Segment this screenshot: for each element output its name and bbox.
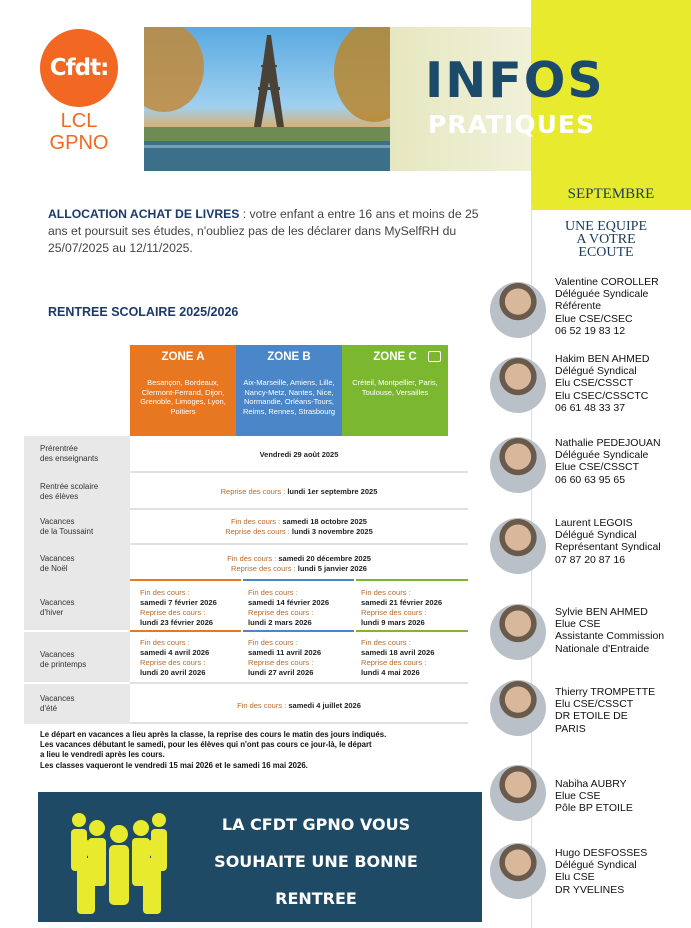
note-line: Le départ en vacances a lieu après la classe, la reprise des cours le matin des jours indiqués. [40, 730, 387, 739]
reprise-date: lundi 27 avril 2026 [248, 668, 314, 677]
fin-date: samedi 7 février 2026 [140, 598, 217, 607]
reprise-prefix: Reprise des cours : [361, 658, 427, 667]
note-line: Les vacances débutant le samedi, pour les élèves qui n'ont pas cours ce jour-là, le départ [40, 740, 372, 750]
eiffel-tower-photo [144, 27, 390, 171]
footer-line-2: SOUHAITE UNE BONNE [214, 852, 418, 871]
row-label-line: de Noël [40, 564, 68, 573]
fin-date: samedi 4 avril 2026 [140, 648, 210, 657]
row-label-line: Vacances [40, 650, 75, 659]
divider [130, 471, 468, 473]
row-label-prerentree [24, 444, 130, 464]
member-detail: DR YVELINES [555, 883, 625, 896]
member-info [555, 276, 659, 337]
divider-zone-a [130, 579, 241, 581]
member-detail: Représentant Syndical [555, 541, 661, 554]
fin-prefix: Fin des cours : [361, 638, 411, 647]
row-label-line: Vacances [40, 694, 75, 703]
member-name: Sylvie BEN AHMED [555, 606, 648, 618]
row-label-line: de la Toussaint [40, 527, 94, 536]
row-label-line: d'été [40, 704, 58, 713]
printemps-zone-a [130, 638, 240, 678]
member-detail: Elu CSE/CSSCT [555, 698, 634, 711]
member-info [555, 606, 664, 655]
zone-c-header: ZONE C [342, 345, 448, 370]
member-detail: 06 60 63 95 65 [555, 473, 626, 486]
fin-prefix: Fin des cours : [248, 638, 298, 647]
reprise-date: lundi 5 janvier 2026 [297, 564, 367, 573]
zone-b-cities: Aix-Marseille, Amiens, Lille, Nancy-Metz, Nantes, Nice, Normandie, Orléans-Tours, Reims, Rennes, Strasbourg [236, 370, 342, 436]
divider [130, 722, 468, 724]
month-label: SEPTEMBRE [567, 186, 655, 202]
row-label-line: Rentrée scolaire [40, 482, 99, 491]
fin-date: samedi 18 avril 2026 [361, 648, 435, 657]
row-label-noel [24, 554, 130, 574]
row-text-ete [130, 701, 468, 711]
divider [130, 543, 468, 545]
zone-b-header: ZONE B [236, 345, 342, 370]
note-line: Les classes vaqueront le vendredi 15 mai 2026 et le samedi 16 mai 2026. [40, 760, 308, 770]
reprise-date: lundi 3 novembre 2025 [291, 527, 373, 536]
reprise-date: lundi 4 mai 2026 [361, 668, 420, 677]
row-label-line: Vacances [40, 598, 75, 607]
member-info [555, 778, 633, 815]
member-detail: Elue CSE [555, 618, 601, 631]
reprise-prefix: Reprise des cours : [140, 608, 206, 617]
member-name: Laurent LEGOIS [555, 517, 633, 529]
note-line: a lieu le vendredi après les cours. [40, 750, 165, 760]
zone-c-cities: Créteil, Montpellier, Paris, Toulouse, Versailles [342, 370, 448, 436]
member-detail: Elue CSE/CSSCT [555, 461, 640, 474]
member-detail: Elu CSE/CSSCT [555, 377, 634, 390]
row-label-line: des enseignants [40, 454, 99, 463]
team-title-line-1: UNE EQUIPE [564, 219, 648, 234]
member-info [555, 847, 647, 896]
member-detail: Elu CSE [555, 871, 595, 884]
team-title-line-3: ECOUTE [578, 245, 634, 260]
member-detail: Elu CSEC/CSSCTC [555, 389, 649, 402]
fin-date: samedi 20 décembre 2025 [278, 554, 371, 563]
reprise-date: lundi 9 mars 2026 [361, 618, 425, 627]
team-title-line-2: A VOTRE [576, 232, 636, 247]
member-detail: Pôle BP ETOILE [555, 802, 633, 815]
row-label-line: Prérentrée [40, 444, 78, 453]
zone-a-header: ZONE A [130, 345, 236, 370]
row-label-line: Vacances [40, 517, 75, 526]
avatar [490, 282, 546, 338]
expand-icon[interactable] [428, 351, 441, 362]
printemps-zone-b [238, 638, 348, 678]
reprise-date: lundi 20 avril 2026 [140, 668, 206, 677]
fin-date: samedi 14 février 2026 [248, 598, 330, 607]
member-name: Valentine COROLLER [555, 276, 659, 288]
member-detail: Délégué Syndical [555, 529, 637, 542]
allocation-title: ALLOCATION ACHAT DE LIVRES [48, 207, 240, 221]
row-label-line: Vacances [40, 554, 75, 563]
allocation-text: : votre enfant a entre 16 ans et moins de 25 ans et poursuit ses études, n'oubliez pas de les déclarer dans MySelfRH du 25/07/2025 au 12/11/2025. [48, 207, 479, 255]
org-line-2: GPNO [49, 132, 109, 154]
row-text-toussaint [130, 517, 468, 537]
member-detail: DR ETOILE DE [555, 710, 628, 723]
member-name: Nathalie PEDEJOUAN [555, 437, 661, 449]
avatar [490, 518, 546, 574]
row-text-rentree [130, 487, 468, 497]
member-info [555, 437, 661, 486]
row-label-ete [24, 694, 130, 714]
banner-title: INFOS [425, 52, 605, 109]
reprise-prefix: Reprise des cours : [248, 658, 314, 667]
footer-line-1: LA CFDT GPNO VOUS [221, 815, 411, 834]
avatar [490, 680, 546, 736]
zone-a-cities: Besançon, Bordeaux, Clermont-Ferrand, Dijon, Grenoble, Limoges, Lyon, Poitiers [130, 370, 236, 436]
fin-prefix: Fin des cours : [231, 517, 283, 526]
org-line-1: LCL [60, 110, 98, 132]
fin-prefix: Fin des cours : [361, 588, 411, 597]
fin-date: samedi 18 octobre 2025 [282, 517, 367, 526]
reprise-prefix: Reprise des cours : [361, 608, 427, 617]
fin-date: samedi 4 juillet 2026 [288, 701, 361, 710]
fin-prefix: Fin des cours : [140, 588, 190, 597]
reprise-prefix: Reprise des cours : [225, 527, 292, 536]
org-name [34, 110, 124, 154]
footer-line-3: RENTREE [275, 889, 357, 908]
row-label-line: des élèves [40, 492, 79, 501]
printemps-zone-c [351, 638, 461, 678]
fin-date: samedi 11 avril 2026 [248, 648, 322, 657]
avatar [490, 765, 546, 821]
row-label-printemps [24, 650, 130, 670]
member-detail: 07 87 20 87 16 [555, 553, 626, 566]
rentree-title: RENTREE SCOLAIRE 2025/2026 [48, 305, 239, 319]
avatar [490, 843, 546, 899]
row-label-line: de printemps [40, 660, 87, 669]
avatar [490, 437, 546, 493]
member-detail: Déléguée Syndicale [555, 288, 649, 301]
member-detail: Assistante Commission [555, 630, 665, 643]
allocation-paragraph [48, 206, 488, 257]
divider-zone-b [243, 579, 354, 581]
member-detail: Nationale d'Entraide [555, 642, 650, 655]
reprise-date: lundi 23 février 2026 [140, 618, 214, 627]
row-label-rentree [24, 482, 130, 502]
hiver-zone-b [238, 588, 348, 628]
eiffel-tower-icon [144, 27, 390, 171]
member-name: Hugo DESFOSSES [555, 847, 648, 859]
footer-message [188, 806, 444, 917]
avatar [490, 357, 546, 413]
row-text-noel [130, 554, 468, 574]
cfdt-logo: Cfdt: [40, 29, 118, 107]
reprise-prefix: Reprise des cours : [231, 564, 298, 573]
fin-date: samedi 21 février 2026 [361, 598, 443, 607]
member-detail: 06 61 48 33 37 [555, 401, 626, 414]
reprise-prefix: Reprise des cours : [248, 608, 314, 617]
member-detail: Délégué Syndical [555, 859, 637, 872]
reprise-date: lundi 1er septembre 2025 [287, 487, 378, 496]
member-detail: Référente [555, 300, 602, 313]
member-name: Hakim BEN AHMED [555, 353, 650, 365]
row-label-hiver [24, 598, 130, 618]
hiver-zone-a [130, 588, 240, 628]
member-detail: PARIS [555, 722, 586, 735]
reprise-prefix: Reprise des cours : [220, 487, 288, 496]
divider-zone-c [356, 579, 468, 581]
people-group-icon [64, 800, 174, 922]
team-title [531, 220, 681, 259]
member-info [555, 353, 650, 414]
member-detail: Déléguée Syndicale [555, 449, 649, 462]
banner-subtitle: PRATIQUES [428, 110, 595, 139]
member-name: Nabiha AUBRY [555, 778, 627, 790]
fin-prefix: Fin des cours : [248, 588, 298, 597]
member-info [555, 686, 655, 735]
reprise-date: lundi 2 mars 2026 [248, 618, 312, 627]
fin-prefix: Fin des cours : [227, 554, 279, 563]
member-detail: Délégué Syndical [555, 365, 637, 378]
row-text-prerentree: Vendredi 29 août 2025 [259, 450, 339, 459]
fin-prefix: Fin des cours : [237, 701, 289, 710]
member-name: Thierry TROMPETTE [555, 686, 656, 698]
row-label-toussaint [24, 517, 130, 537]
avatar [490, 604, 546, 660]
rentree-notes [40, 730, 480, 771]
reprise-prefix: Reprise des cours : [140, 658, 206, 667]
hiver-zone-c [351, 588, 461, 628]
fin-prefix: Fin des cours : [140, 638, 190, 647]
member-detail: 06 52 19 83 12 [555, 324, 626, 337]
member-detail: Elue CSE [555, 790, 601, 803]
member-detail: Elue CSE/CSEC [555, 312, 633, 325]
member-info [555, 517, 661, 566]
row-label-line: d'hiver [40, 608, 64, 617]
